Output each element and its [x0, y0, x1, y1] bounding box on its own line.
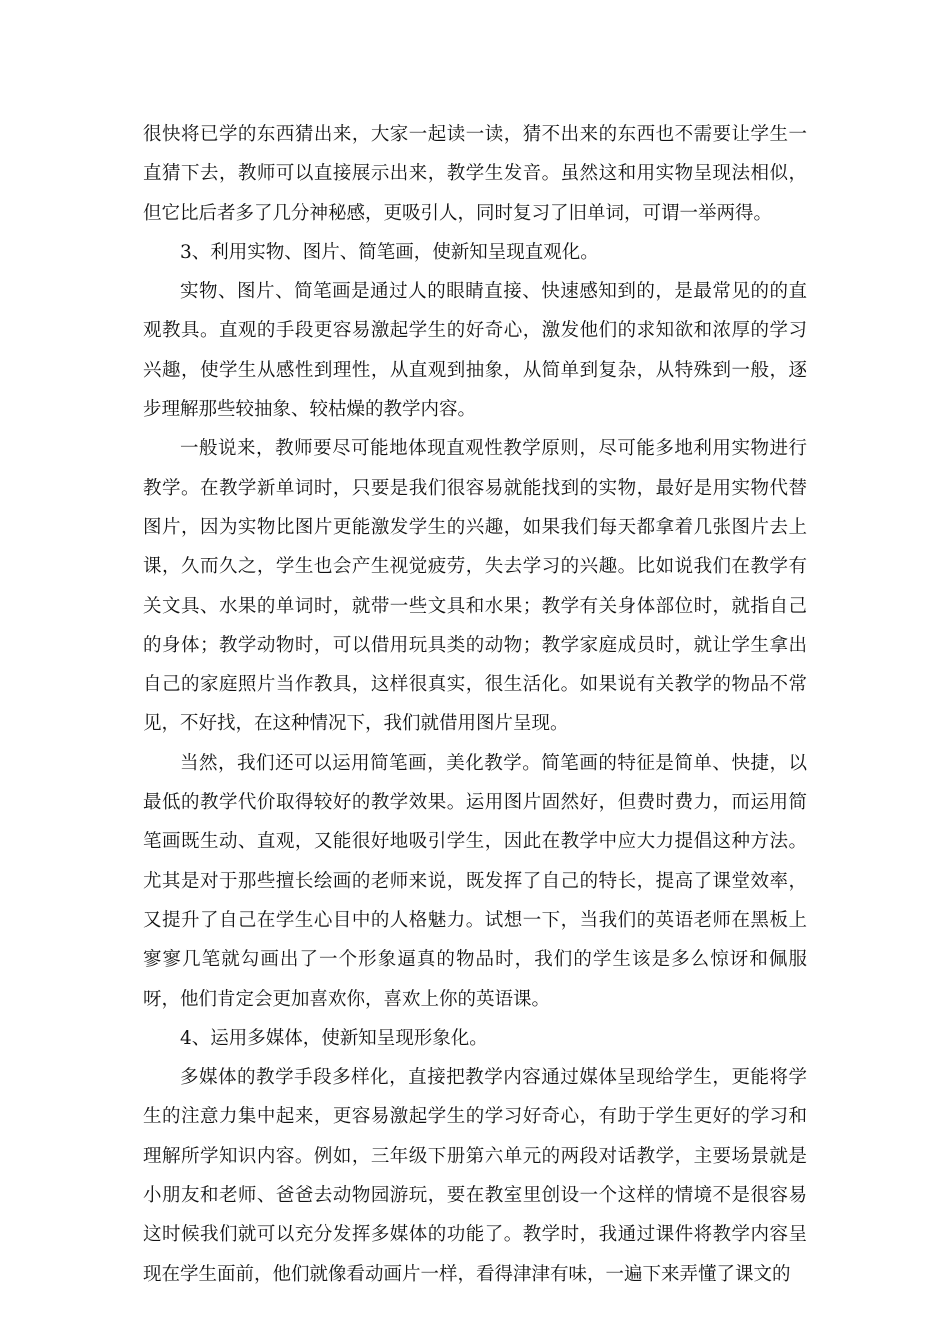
- paragraph-visual-aids: 实物、图片、简笔画是通过人的眼睛直接、快速感知到的，是最常见的的直观教具。直观的手段更容易激起学生的好奇心，激发他们的求知欲和浓厚的学习兴趣，使学生从感性到理性，从直观到抽象，从简单到复杂，从特殊到一般，逐步理解那些较抽象、较枯燥的教学内容。: [143, 281, 807, 421]
- section-heading-4: 4、运用多媒体，使新知呈现形象化。: [180, 1027, 488, 1049]
- paragraph-real-objects: 一般说来，教师要尽可能地体现直观性教学原则，尽可能多地利用实物进行教学。在教学新单词时，只要是我们很容易就能找到的实物，最好是用实物代替图片，因为实物比图片更能激发学生的兴趣，如果我们每天都拿着几张图片去上课，久而久之，学生也会产生视觉疲劳，失去学习的兴趣。比如说我们在教学有关文具、水果的单词时，就带一些文具和水果；教学有关身体部位时，就指自己的身体；教学动物时，可以借用玩具类的动物；教学家庭成员时，就让学生拿出自己的家庭照片当作教具，这样很真实，很生活化。如果说有关教学的物品不常见，不好找，在这种情况下，我们就借用图片呈现。: [143, 438, 807, 735]
- paragraph-stick-drawing: 当然，我们还可以运用简笔画，美化教学。简笔画的特征是简单、快捷，以最低的教学代价取得较好的教学效果。运用图片固然好，但费时费力，而运用简笔画既生动、直观，又能很好地吸引学生，因此在教学中应大力提倡这种方法。尤其是对于那些擅长绘画的老师来说，既发挥了自己的特长，提高了课堂效率，又提升了自己在学生心目中的人格魅力。试想一下，当我们的英语老师在黑板上寥寥几笔就勾画出了一个形象逼真的物品时，我们的学生该是多么惊讶和佩服呀，他们肯定会更加喜欢你，喜欢上你的英语课。: [143, 752, 807, 1010]
- paragraph-multimedia: 多媒体的教学手段多样化，直接把教学内容通过媒体呈现给学生，更能将学生的注意力集中起来，更容易激起学生的学习好奇心，有助于学生更好的学习和理解所学知识内容。例如，三年级下册第六单元的两段对话教学，主要场景就是小朋友和老师、爸爸去动物园游玩，要在教室里创设一个这样的情境不是很容易这时候我们就可以充分发挥多媒体的功能了。教学时，我通过课件将教学内容呈现在学生面前，他们就像看动画片一样，看得津津有味，一遍下来弄懂了课文的: [143, 1067, 807, 1285]
- document-body: [143, 115, 807, 1294]
- paragraph-continuation: 很快将已学的东西猜出来，大家一起读一读，猜不出来的东西也不需要让学生一直猜下去，教师可以直接展示出来，教学生发音。虽然这和用实物呈现法相似，但它比后者多了几分神秘感，更吸引人，同时复习了旧单词，可谓一举两得。: [143, 124, 807, 224]
- section-heading-3: 3、利用实物、图片、简笔画，使新知呈现直观化。: [180, 241, 599, 263]
